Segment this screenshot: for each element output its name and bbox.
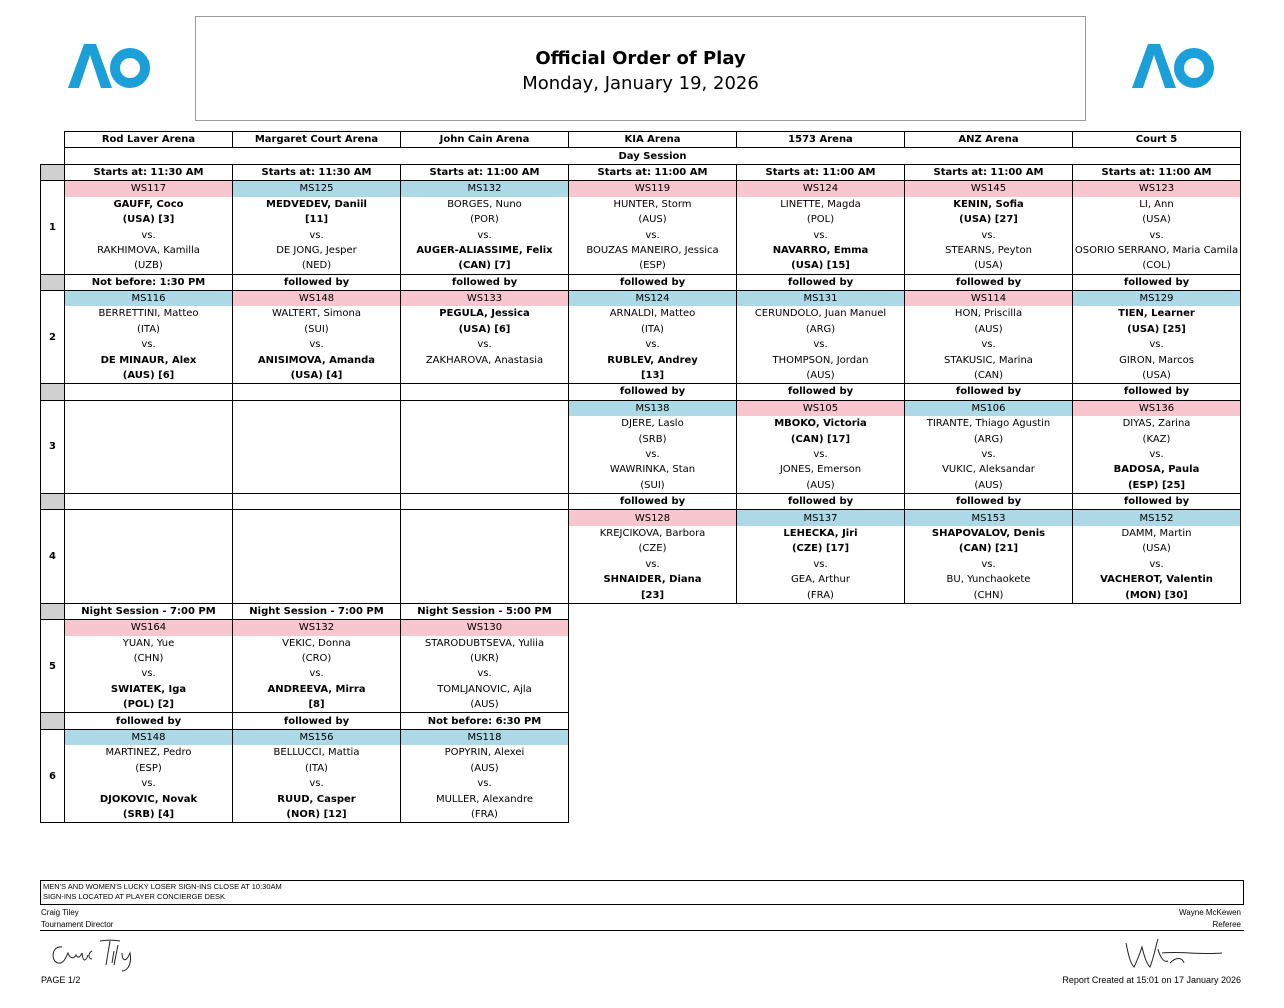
player-line: NAVARRO, Emma [737, 243, 905, 258]
match-code-row [41, 181, 1241, 197]
player-line: (AUS) [905, 478, 1073, 494]
match-row-number: 1 [41, 181, 65, 274]
player-line-row [41, 368, 1241, 384]
session-label-row [41, 274, 1241, 290]
match-code: WS132 [233, 620, 401, 636]
time-label [401, 493, 569, 509]
player-line-row [41, 212, 1241, 227]
time-label: followed by [569, 274, 737, 290]
player-line-row [41, 666, 1241, 681]
empty-cell [401, 400, 569, 493]
versus-label: vs. [1073, 227, 1241, 242]
versus-label: vs. [905, 337, 1073, 352]
player-line-row [41, 337, 1241, 352]
player-line: LEHECKA, Jiri [737, 526, 905, 541]
time-label [65, 493, 233, 509]
director-role: Tournament Director [41, 920, 114, 929]
director-name: Craig Tiley [41, 908, 79, 917]
session-label-row [41, 713, 1241, 729]
player-line: (CAN) [17] [737, 431, 905, 446]
player-line: (SRB) [4] [65, 807, 233, 823]
player-line: VEKIC, Donna [233, 636, 401, 651]
player-line-row [41, 697, 1241, 713]
versus-label: vs. [905, 227, 1073, 242]
versus-label: vs. [569, 227, 737, 242]
match-row-number: 2 [41, 290, 65, 383]
time-label: followed by [1073, 384, 1241, 400]
versus-label: vs. [1073, 557, 1241, 572]
versus-label: vs. [737, 227, 905, 242]
time-label: followed by [737, 384, 905, 400]
player-line: (POL) [2] [65, 697, 233, 713]
player-line: (USA) [905, 258, 1073, 274]
player-line: (CAN) [21] [905, 541, 1073, 556]
player-line-row [41, 776, 1241, 791]
match-row-number: 5 [41, 620, 65, 713]
player-line-row [41, 306, 1241, 321]
empty-cell [65, 400, 233, 493]
match-code: MS129 [1073, 290, 1241, 306]
player-line: STAKUSIC, Marina [905, 352, 1073, 367]
player-line: SHAPOVALOV, Denis [905, 526, 1073, 541]
player-line: SHNAIDER, Diana [569, 572, 737, 587]
player-line-row [41, 791, 1241, 806]
match-code: MS132 [401, 181, 569, 197]
corner-cell [41, 148, 65, 164]
court-header: Rod Laver Arena [65, 132, 233, 148]
player-line-row [41, 227, 1241, 242]
player-line: (USA) [1073, 368, 1241, 384]
start-time: Starts at: 11:30 AM [65, 164, 233, 180]
session-label-row [41, 493, 1241, 509]
player-line: TIEN, Learner [1073, 306, 1241, 321]
match-code: WS130 [401, 620, 569, 636]
player-line: (ESP) [25] [1073, 478, 1241, 494]
match-code: WS105 [737, 400, 905, 416]
player-line: DE MINAUR, Alex [65, 352, 233, 367]
versus-label: vs. [65, 666, 233, 681]
court-header: KIA Arena [569, 132, 737, 148]
match-code: MS138 [569, 400, 737, 416]
match-code: WS136 [1073, 400, 1241, 416]
player-line: KENIN, Sofia [905, 197, 1073, 212]
player-line: (USA) [27] [905, 212, 1073, 227]
versus-label: vs. [233, 227, 401, 242]
time-label: followed by [1073, 493, 1241, 509]
time-label: followed by [233, 274, 401, 290]
row-separator [41, 384, 65, 400]
time-label: followed by [65, 713, 233, 729]
player-line: TOMLJANOVIC, Ajla [401, 682, 569, 697]
match-code: WS145 [905, 181, 1073, 197]
match-code: WS124 [737, 181, 905, 197]
player-line: CERUNDOLO, Juan Manuel [737, 306, 905, 321]
match-row-number: 3 [41, 400, 65, 493]
ao-logo-right [1130, 40, 1216, 92]
player-line: [13] [569, 368, 737, 384]
match-code: MS148 [65, 729, 233, 745]
player-line-row [41, 258, 1241, 274]
player-line: POPYRIN, Alexei [401, 745, 569, 760]
match-code: MS137 [737, 510, 905, 526]
versus-label: vs. [569, 337, 737, 352]
player-line: (COL) [1073, 258, 1241, 274]
time-label: followed by [737, 493, 905, 509]
player-line: (ITA) [233, 761, 401, 776]
player-line-row [41, 197, 1241, 212]
versus-label: vs. [233, 337, 401, 352]
empty-cell [65, 510, 233, 603]
player-line: STEARNS, Peyton [905, 243, 1073, 258]
player-line-row [41, 636, 1241, 651]
director-signature [48, 937, 138, 975]
player-line-row [41, 807, 1241, 823]
time-label: followed by [1073, 274, 1241, 290]
player-line: (CHN) [65, 651, 233, 666]
player-line-row [41, 745, 1241, 760]
player-line: (ITA) [569, 322, 737, 337]
player-line: (AUS) [401, 697, 569, 713]
player-line-row [41, 761, 1241, 776]
referee-name: Wayne McKewen [1179, 908, 1241, 917]
player-line: GAUFF, Coco [65, 197, 233, 212]
player-line: (MON) [30] [1073, 587, 1241, 603]
match-code: MS125 [233, 181, 401, 197]
player-line: DJERE, Laslo [569, 416, 737, 431]
match-code: MS153 [905, 510, 1073, 526]
title-box [195, 16, 1086, 121]
empty-cell [401, 510, 569, 603]
player-line: (FRA) [737, 587, 905, 603]
match-code: WS117 [65, 181, 233, 197]
player-line [401, 368, 569, 384]
day-session-label: Day Session [65, 148, 1241, 164]
versus-label: vs. [65, 776, 233, 791]
player-line: WALTERT, Simona [233, 306, 401, 321]
player-line: RAKHIMOVA, Kamilla [65, 243, 233, 258]
row-separator [41, 493, 65, 509]
note-line: MEN'S AND WOMEN'S LUCKY LOSER SIGN-INS CLOSE AT 10:30AM [43, 882, 282, 891]
player-line: (ARG) [905, 431, 1073, 446]
player-line: BERRETTINI, Matteo [65, 306, 233, 321]
notes-box [40, 880, 1244, 905]
time-label [401, 384, 569, 400]
player-line: ANISIMOVA, Amanda [233, 352, 401, 367]
player-line: HON, Priscilla [905, 306, 1073, 321]
court-header: John Cain Arena [401, 132, 569, 148]
player-line: (USA) [25] [1073, 322, 1241, 337]
player-line: (AUS) [905, 322, 1073, 337]
player-line: TIRANTE, Thiago Agustin [905, 416, 1073, 431]
player-line: BU, Yunchaokete [905, 572, 1073, 587]
player-line: (CAN) [905, 368, 1073, 384]
day-session-row [41, 148, 1241, 164]
time-label: followed by [569, 493, 737, 509]
versus-label: vs. [401, 776, 569, 791]
player-line: (USA) [6] [401, 322, 569, 337]
time-label [233, 384, 401, 400]
player-line: RUUD, Casper [233, 791, 401, 806]
versus-label: vs. [401, 666, 569, 681]
time-label: followed by [737, 274, 905, 290]
player-line: GIRON, Marcos [1073, 352, 1241, 367]
player-line: SWIATEK, Iga [65, 682, 233, 697]
match-code: MS152 [1073, 510, 1241, 526]
player-line: LI, Ann [1073, 197, 1241, 212]
time-label: followed by [401, 274, 569, 290]
match-code: WS123 [1073, 181, 1241, 197]
time-label: followed by [569, 384, 737, 400]
match-code: MS156 [233, 729, 401, 745]
divider [40, 904, 1244, 905]
court-header-row [41, 132, 1241, 148]
player-line: DAMM, Martin [1073, 526, 1241, 541]
player-line: DE JONG, Jesper [233, 243, 401, 258]
match-code-row [41, 400, 1241, 416]
versus-label: vs. [569, 447, 737, 462]
session-label-row [41, 164, 1241, 180]
player-line: (CZE) [17] [737, 541, 905, 556]
versus-label: vs. [737, 337, 905, 352]
versus-label: vs. [401, 337, 569, 352]
match-code-row [41, 290, 1241, 306]
player-line: (ARG) [737, 322, 905, 337]
player-line: (ITA) [65, 322, 233, 337]
time-label: Not before: 6:30 PM [401, 713, 569, 729]
player-line: [8] [233, 697, 401, 713]
player-line: KREJCIKOVA, Barbora [569, 526, 737, 541]
court-header: Court 5 [1073, 132, 1241, 148]
player-line: ANDREEVA, Mirra [233, 682, 401, 697]
start-time: Starts at: 11:00 AM [569, 164, 737, 180]
player-line: GEA, Arthur [737, 572, 905, 587]
corner-cell [41, 132, 65, 148]
player-line-row [41, 682, 1241, 697]
player-line: DJOKOVIC, Novak [65, 791, 233, 806]
order-of-play-table [40, 131, 1241, 823]
player-line: (KAZ) [1073, 431, 1241, 446]
player-line: (AUS) [737, 478, 905, 494]
versus-label: vs. [233, 666, 401, 681]
referee-signature [1120, 933, 1230, 975]
player-line: JONES, Emerson [737, 462, 905, 477]
match-code-row [41, 729, 1241, 745]
player-line-row [41, 352, 1241, 367]
versus-label: vs. [1073, 337, 1241, 352]
start-time: Starts at: 11:00 AM [905, 164, 1073, 180]
divider [40, 930, 1244, 931]
page-number: PAGE 1/2 [41, 975, 81, 985]
match-row-number: 6 [41, 729, 65, 822]
player-line: PEGULA, Jessica [401, 306, 569, 321]
versus-label: vs. [905, 447, 1073, 462]
row-separator [41, 713, 65, 729]
note-line: SIGN-INS LOCATED AT PLAYER CONCIERGE DESK [43, 892, 225, 901]
versus-label: vs. [1073, 447, 1241, 462]
player-line-row [41, 243, 1241, 258]
versus-label: vs. [905, 557, 1073, 572]
player-line: (FRA) [401, 807, 569, 823]
player-line: HUNTER, Storm [569, 197, 737, 212]
player-line: MEDVEDEV, Daniil [233, 197, 401, 212]
player-line: (USA) [1073, 541, 1241, 556]
match-code: WS119 [569, 181, 737, 197]
player-line: (USA) [1073, 212, 1241, 227]
start-time: Starts at: 11:00 AM [737, 164, 905, 180]
player-line: MBOKO, Victoria [737, 416, 905, 431]
versus-label: vs. [737, 447, 905, 462]
player-line: (USA) [3] [65, 212, 233, 227]
row-separator [41, 603, 65, 619]
time-label: followed by [905, 274, 1073, 290]
session-label-row [41, 603, 1241, 619]
versus-label: vs. [65, 337, 233, 352]
court-header: 1573 Arena [737, 132, 905, 148]
player-line: (POL) [737, 212, 905, 227]
player-line: [23] [569, 587, 737, 603]
time-label [233, 493, 401, 509]
player-line: (SUI) [233, 322, 401, 337]
player-line: (ESP) [569, 258, 737, 274]
start-time: Starts at: 11:00 AM [401, 164, 569, 180]
time-label: followed by [905, 384, 1073, 400]
player-line: (UKR) [401, 651, 569, 666]
row-separator [41, 164, 65, 180]
player-line: MULLER, Alexandre [401, 791, 569, 806]
referee-role: Referee [1212, 920, 1241, 929]
player-line: YUAN, Yue [65, 636, 233, 651]
player-line: ZAKHAROVA, Anastasia [401, 352, 569, 367]
court-header: Margaret Court Arena [233, 132, 401, 148]
player-line: WAWRINKA, Stan [569, 462, 737, 477]
player-line: BADOSA, Paula [1073, 462, 1241, 477]
empty-cell [233, 400, 401, 493]
player-line: MARTINEZ, Pedro [65, 745, 233, 760]
player-line: (AUS) [6] [65, 368, 233, 384]
player-line: LINETTE, Magda [737, 197, 905, 212]
match-code: WS164 [65, 620, 233, 636]
player-line: RUBLEV, Andrey [569, 352, 737, 367]
player-line: (ESP) [65, 761, 233, 776]
match-code: MS118 [401, 729, 569, 745]
match-code: MS106 [905, 400, 1073, 416]
match-code: MS124 [569, 290, 737, 306]
player-line: STARODUBTSEVA, Yuliia [401, 636, 569, 651]
player-line: (SRB) [569, 431, 737, 446]
match-code: WS114 [905, 290, 1073, 306]
player-line: THOMPSON, Jordan [737, 352, 905, 367]
match-code: MS131 [737, 290, 905, 306]
empty-cell [233, 510, 401, 603]
versus-label: vs. [569, 557, 737, 572]
page-date: Monday, January 19, 2026 [522, 73, 759, 94]
time-label: Night Session - 7:00 PM [233, 603, 401, 619]
time-label: Not before: 1:30 PM [65, 274, 233, 290]
match-code: MS116 [65, 290, 233, 306]
match-row-number: 4 [41, 510, 65, 603]
player-line: VACHEROT, Valentin [1073, 572, 1241, 587]
ao-logo-left [66, 40, 152, 92]
player-line: BORGES, Nuno [401, 197, 569, 212]
time-label [65, 384, 233, 400]
player-line: (USA) [4] [233, 368, 401, 384]
time-label: Night Session - 5:00 PM [401, 603, 569, 619]
versus-label: vs. [233, 776, 401, 791]
time-label: Night Session - 7:00 PM [65, 603, 233, 619]
player-line: OSORIO SERRANO, Maria Camila [1073, 243, 1241, 258]
player-line: (CZE) [569, 541, 737, 556]
player-line: BOUZAS MANEIRO, Jessica [569, 243, 737, 258]
player-line: (USA) [15] [737, 258, 905, 274]
player-line: (NOR) [12] [233, 807, 401, 823]
versus-label: vs. [737, 557, 905, 572]
player-line: BELLUCCI, Mattia [233, 745, 401, 760]
player-line: (CHN) [905, 587, 1073, 603]
player-line: (AUS) [737, 368, 905, 384]
player-line: [11] [233, 212, 401, 227]
player-line: (POR) [401, 212, 569, 227]
match-code-row [41, 620, 1241, 636]
player-line: (CRO) [233, 651, 401, 666]
time-label: followed by [905, 493, 1073, 509]
start-time: Starts at: 11:30 AM [233, 164, 401, 180]
row-separator [41, 274, 65, 290]
player-line: (UZB) [65, 258, 233, 274]
player-line: AUGER-ALIASSIME, Felix [401, 243, 569, 258]
player-line: DIYAS, Zarina [1073, 416, 1241, 431]
player-line: (NED) [233, 258, 401, 274]
match-code: WS128 [569, 510, 737, 526]
match-code-row [41, 510, 1241, 526]
start-time: Starts at: 11:00 AM [1073, 164, 1241, 180]
player-line-row [41, 322, 1241, 337]
time-label: followed by [233, 713, 401, 729]
court-header: ANZ Arena [905, 132, 1073, 148]
match-code: WS148 [233, 290, 401, 306]
player-line: ARNALDI, Matteo [569, 306, 737, 321]
player-line: (SUI) [569, 478, 737, 494]
player-line: (AUS) [401, 761, 569, 776]
versus-label: vs. [401, 227, 569, 242]
match-code: WS133 [401, 290, 569, 306]
session-label-row [41, 384, 1241, 400]
player-line-row [41, 651, 1241, 666]
player-line: (AUS) [569, 212, 737, 227]
player-line: VUKIC, Aleksandar [905, 462, 1073, 477]
player-line: (CAN) [7] [401, 258, 569, 274]
versus-label: vs. [65, 227, 233, 242]
page-title: Official Order of Play [535, 48, 746, 69]
report-created: Report Created at 15:01 on 17 January 2026 [1062, 975, 1241, 985]
